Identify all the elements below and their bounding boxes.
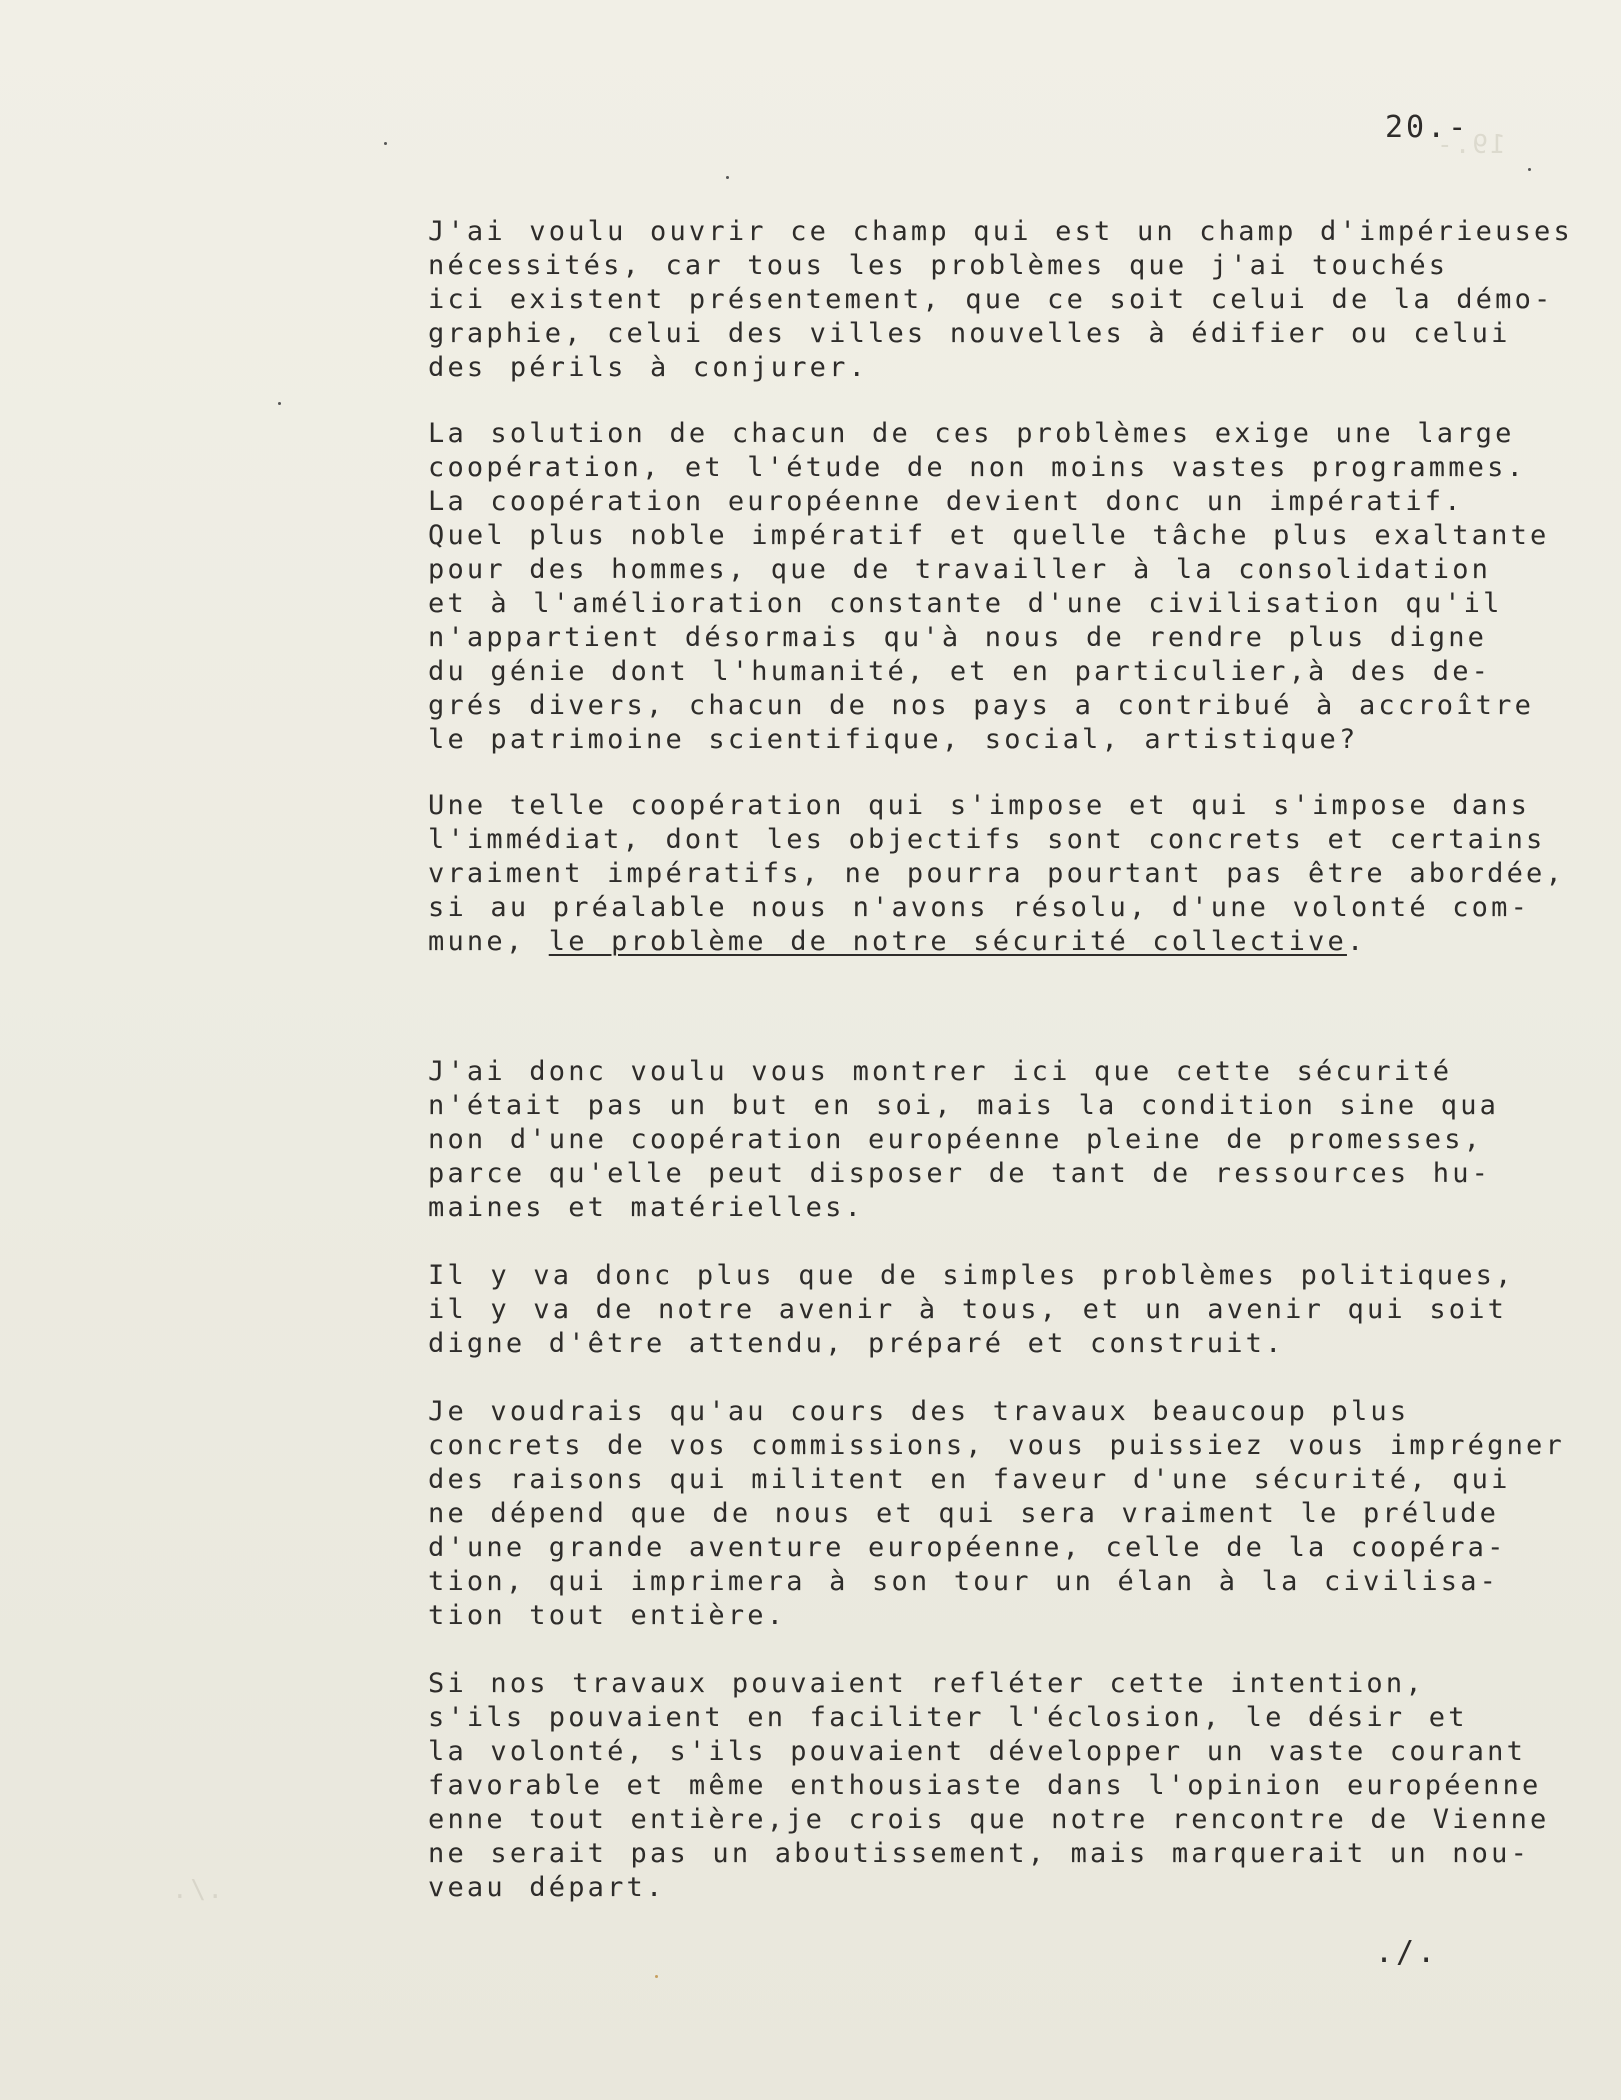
paragraph-6: Je voudrais qu'au cours des travaux beaucoup plus concrets de vos commissions, vous puissiez vous imprégner des raisons qui militent en faveur d'une sécurité, qui ne dépend que de nous et qui sera vraiment le prélude d'une grande aventure européenne, celle de la coopéra- tion, qui imprimera à son tour un élan à la civilisa- tion tout entière. <box>428 1396 1565 1631</box>
paper-speck <box>278 402 281 405</box>
paragraph-2: La solution de chacun de ces problèmes exige une large coopération, et l'étude de non moins vastes programmes. La coopération européenne devient donc un impératif. Quel plus noble impératif et quelle tâche plus exaltante pour des hommes, que de travailler à la consolidation et à l'amélioration constante d'une civilisation qu'il n'appartient désormais qu'à nous de rendre plus digne du génie dont l'humanité, et en particulier,à des de- grés divers, chacun de nos pays a contribué à accroître le patrimoine scientifique, social, artistique? <box>428 418 1550 755</box>
paper-speck <box>726 176 729 179</box>
bleed-through-end-mark: ./. <box>170 1875 223 1905</box>
paragraph-4: J'ai donc voulu vous montrer ici que cette sécurité n'était pas un but en soi, mais la condition sine qua non d'une coopération européenne pleine de promesses, parce qu'elle peut disposer de tant de ressources hu- maines et matérielles. <box>428 1056 1500 1223</box>
paragraph-3 <box>428 789 1608 959</box>
bleed-through-page-number: 19.- <box>1435 130 1506 160</box>
underlined-phrase: le problème de notre sécurité collective <box>548 926 1347 957</box>
paper-speck <box>655 1975 658 1978</box>
paragraph-3-tail: . <box>1346 926 1367 957</box>
paragraph-7: Si nos travaux pouvaient refléter cette intention, s'ils pouvaient en faciliter l'éclosion, le désir et la volonté, s'ils pouvaient développer un vaste courant favorable et même enthousiaste dans l'opinion européenne enne tout entière,je crois que notre rencontre de Vienne ne serait pas un aboutissement, mais marquerait un nou- veau départ. <box>428 1668 1550 1903</box>
paragraph-1: J'ai voulu ouvrir ce champ qui est un champ d'impérieuses nécessités, car tous les problèmes que j'ai touchés ici existent présentement, que ce soit celui de la démo- graphie, celui des villes nouvelles à édifier ou celui des périls à conjurer. <box>428 216 1573 383</box>
paper-speck <box>384 142 387 145</box>
paragraph-5: Il y va donc plus que de simples problèmes politiques, il y va de notre avenir à tous, et un avenir qui soit digne d'être attendu, préparé et construit. <box>428 1260 1515 1359</box>
paragraph-3-lead: Une telle coopération qui s'impose et qui s'impose dans l'immédiat, dont les objectifs sont concrets et certains vraiment impératifs, ne pourra pourtant pas être abordée, si au préalable nous n'avons résolu, d'une volonté com- mune, <box>428 790 1565 957</box>
page-number: 20.- <box>1385 110 1470 145</box>
document-body <box>428 215 1608 1905</box>
continuation-mark: ./. <box>1375 1935 1439 1970</box>
paper-speck <box>1528 168 1531 171</box>
